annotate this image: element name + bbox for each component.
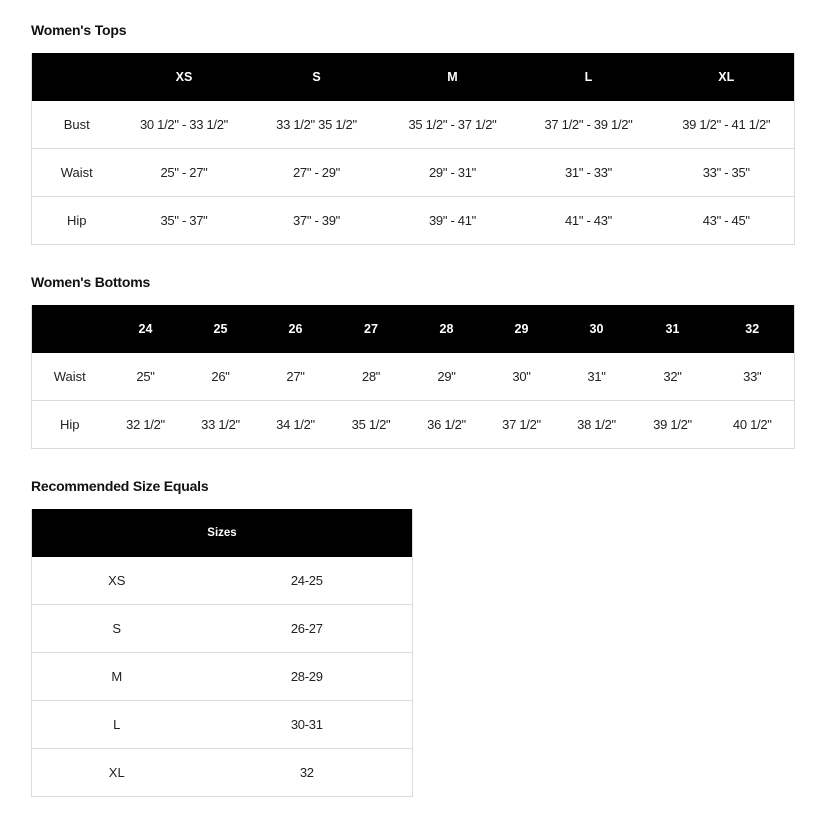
- table-cell: 34 1/2": [258, 401, 334, 449]
- table-cell: 38 1/2": [559, 401, 635, 449]
- table-cell: 33 1/2" 35 1/2": [276, 117, 357, 132]
- column-header: M: [387, 53, 519, 101]
- table-cell: 39" - 41": [387, 197, 519, 245]
- table-cell: 35 1/2" - 37 1/2": [408, 117, 497, 132]
- column-header: 27: [334, 305, 409, 353]
- column-header: 29: [485, 305, 559, 353]
- table-header-row: [32, 53, 795, 101]
- table-cell: 27" - 29": [247, 149, 387, 197]
- tops-size-table: [31, 53, 795, 245]
- size-range: 26-27: [202, 605, 413, 653]
- size-range: 30-31: [202, 701, 413, 749]
- table-row: [32, 749, 413, 797]
- column-header: 28: [409, 305, 485, 353]
- bottoms-section-title: Women's Bottoms: [31, 274, 151, 290]
- size-range: 24-25: [290, 573, 323, 588]
- column-header: 31: [635, 305, 711, 353]
- table-cell: 32": [663, 369, 682, 384]
- table-cell: 30": [512, 369, 531, 384]
- table-cell: 39 1/2" - 41 1/2": [682, 117, 771, 132]
- table-cell: 33": [743, 369, 762, 384]
- table-cell: 32 1/2": [108, 401, 184, 449]
- column-header: 30: [559, 305, 635, 353]
- table-cell: 37" - 39": [247, 197, 387, 245]
- table-cell: 27": [286, 369, 305, 384]
- table-row: [32, 557, 413, 605]
- table-cell: 29": [437, 369, 456, 384]
- size-label: S: [32, 605, 202, 653]
- table-row: [32, 197, 795, 245]
- column-header: S: [247, 53, 387, 101]
- table-cell: 37 1/2": [485, 401, 559, 449]
- recommended-section-title: Recommended Size Equals: [31, 478, 209, 494]
- table-cell: 31": [587, 369, 606, 384]
- column-header: Sizes: [32, 509, 413, 557]
- table-row: [32, 101, 795, 149]
- column-header: 32: [711, 305, 795, 353]
- table-cell: 33" - 35": [659, 149, 795, 197]
- table-cell: 39 1/2": [635, 401, 711, 449]
- recommended-size-table: [31, 509, 413, 797]
- column-header: 25: [184, 305, 258, 353]
- row-label: Bust: [63, 117, 90, 132]
- table-cell: 29" - 31": [387, 149, 519, 197]
- table-cell: 37 1/2" - 39 1/2": [544, 117, 633, 132]
- column-header: 26: [258, 305, 334, 353]
- table-cell: 28": [361, 369, 381, 384]
- size-label: M: [32, 653, 202, 701]
- size-label: L: [32, 701, 202, 749]
- table-cell: 41" - 43": [519, 197, 659, 245]
- table-cell: 25": [136, 369, 155, 384]
- table-cell: 25" - 27": [122, 149, 247, 197]
- table-row: [32, 149, 795, 197]
- table-row: [32, 701, 413, 749]
- table-cell: 36 1/2": [409, 401, 485, 449]
- table-row: [32, 353, 795, 401]
- table-row: [32, 605, 413, 653]
- row-label: Hip: [32, 197, 122, 245]
- size-label: XS: [108, 573, 126, 588]
- table-cell: 35 1/2": [334, 401, 409, 449]
- table-cell: 40 1/2": [711, 401, 795, 449]
- size-label: XL: [32, 749, 202, 797]
- bottoms-size-table: [31, 305, 795, 449]
- size-range: 28-29: [202, 653, 413, 701]
- table-cell: 30 1/2" - 33 1/2": [140, 117, 228, 132]
- table-cell: 33 1/2": [184, 401, 258, 449]
- column-header: XL: [659, 53, 795, 101]
- table-row: [32, 401, 795, 449]
- row-label: Waist: [53, 369, 86, 384]
- column-header: XS: [122, 53, 247, 101]
- row-label: Waist: [32, 149, 122, 197]
- table-row: [32, 653, 413, 701]
- table-header-row: [32, 509, 413, 557]
- size-range: 32: [202, 749, 413, 797]
- table-header-row: [32, 305, 795, 353]
- table-cell: 43" - 45": [659, 197, 795, 245]
- column-header: [32, 53, 122, 101]
- table-cell: 35" - 37": [122, 197, 247, 245]
- row-label: Hip: [32, 401, 108, 449]
- table-cell: 31" - 33": [519, 149, 659, 197]
- tops-section-title: Women's Tops: [31, 22, 127, 38]
- column-header: [32, 305, 108, 353]
- table-cell: 26": [211, 369, 230, 384]
- column-header: 24: [108, 305, 184, 353]
- column-header: L: [519, 53, 659, 101]
